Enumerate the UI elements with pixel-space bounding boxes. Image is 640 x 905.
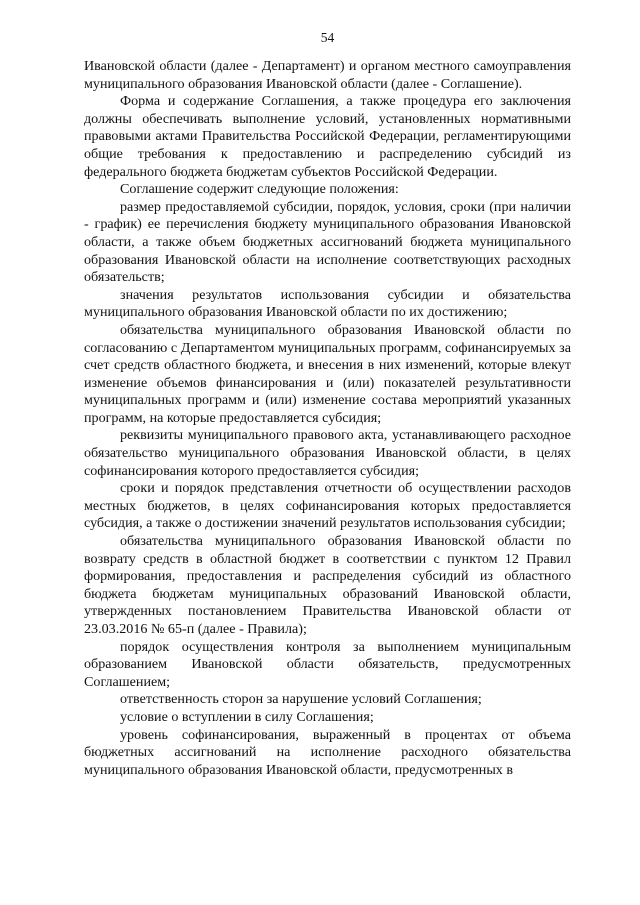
paragraph-result-values: значения результатов использования субсидии и обязательства муниципального образования Ивановской области по их достижению; xyxy=(84,286,571,321)
paragraph-subsidy-amount: размер предоставляемой субсидии, порядок, условия, сроки (при наличии - график) ее перечисления бюджету муниципального образования Ивановской области, а также объем бюджетных ассигнований бюджета муниципального образования Ивановской области на исполнение соответствующих расходных обязательств; xyxy=(84,198,571,286)
page-number: 54 xyxy=(320,30,335,45)
paragraph-cofinancing-level: уровень софинансирования, выраженный в процентах от объема бюджетных ассигнований на исполнение расходного обязательства муниципального образования Ивановской области, предусмотренных в xyxy=(84,726,571,778)
paragraph-reporting: сроки и порядок представления отчетности об осуществлении расходов местных бюджетов, в целях софинансирования которых предоставляется субсидия, а также о достижении значений результатов использования субсидии; xyxy=(84,480,571,532)
paragraph-continuation: Ивановской области (далее - Департамент) и органом местного самоуправления муниципального образования Ивановской области (далее - Соглашение). xyxy=(84,58,571,92)
paragraph-refund-obligations: обязательства муниципального образования Ивановской области по возврату средств в областной бюджет в соответствии с пунктом 12 Правил формирования, предоставления и распределения субсидий из областного бюджета бюджетам муниципальных образований Ивановской области, утвержденных постановлением Правительства Ивановской области от 23.03.2016 № 65-п (далее - Правила); xyxy=(84,533,571,637)
paragraph-control-procedure: порядок осуществления контроля за выполнением муниципальным образованием Ивановской области обязательств, предусмотренных Соглашением; xyxy=(84,638,571,690)
paragraph-legal-act-details: реквизиты муниципального правового акта, устанавливающего расходное обязательство муниципального образования Ивановской области, в целях софинансирования которого предоставляется субсидия; xyxy=(84,427,571,479)
document-body xyxy=(84,58,571,779)
paragraph-agreement-form: Форма и содержание Соглашения, а также процедура его заключения должны обеспечивать выполнение условий, установленных нормативными правовыми актами Правительства Российской Федерации, регламентирующими общие требования к предоставлению и распределению субсидий из федерального бюджета бюджетам субъектов Российской Федерации. xyxy=(84,93,571,180)
paragraph-agreement-contents: Соглашение содержит следующие положения: xyxy=(120,181,399,198)
paragraph-program-coordination: обязательства муниципального образования Ивановской области по согласованию с Департаментом муниципальных программ, софинансируемых за счет средств областного бюджета, и внесения в них изменений, которые влекут изменение объемов финансирования и (или) показателей результативности муниципальных программ и (или) изменение состава мероприятий указанных программ, на которые предоставляется субсидия; xyxy=(84,321,571,426)
paragraph-entry-into-force: условие о вступлении в силу Соглашения; xyxy=(120,708,374,725)
paragraph-responsibility: ответственность сторон за нарушение условий Соглашения; xyxy=(120,691,482,708)
